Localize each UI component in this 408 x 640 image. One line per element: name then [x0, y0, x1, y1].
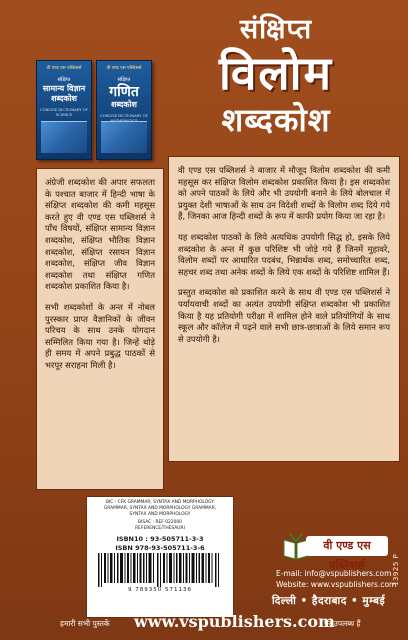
- publisher-logo-text: वी एण्ड एस पब्लिशर्स: [306, 536, 388, 556]
- book-english-title: CONCISE DICTIONARY OF SCIENCE: [40, 107, 88, 117]
- book-name: सामान्य विज्ञान: [42, 84, 86, 93]
- footer-prefix: हमारी सभी पुस्तकें: [60, 619, 110, 628]
- title-line-1: संक्षिप्त: [239, 14, 313, 45]
- series-paragraph-1: अंग्रेजी शब्दकोश की अपार सफलता के पश्चात बाजार में हिन्दी भाषा के संक्षिप्त शब्दकोश की कमी महसूस करते हुए वी एण्ड एस पब्लिशर्स ने पाँच विषयों, संक्षिप्त सामान्य विज्ञान शब्दकोश, संक्षिप्त भौतिक विज्ञान शब्दकोश, संक्षिप्त रसायन विज्ञान शब्दकोश, संक्षिप्त जीव विज्ञान शब्दकोश तथा संक्षिप्त गणित शब्दकोश प्रकाशित किया है।: [45, 177, 155, 292]
- book-cover-image: [101, 121, 147, 153]
- series-paragraph-2: सभी शब्दकोशों के अन्त में नोबल पुरस्कार प्राप्त वैज्ञानिकों के जीवन परिचय के साथ उनके योगदान सम्मिलित किया गया है। जिन्हें थोड़े ही समय में अपने प्रबुद्ध पाठकों से भरपूर सराहना मिली है।: [45, 301, 155, 370]
- book-subtitle: संक्षिप्त: [117, 77, 131, 83]
- barcode-panel: [86, 496, 234, 618]
- book-publisher: वी एण्ड एस पब्लिशर्स: [106, 66, 142, 71]
- title-line-3: शब्दकोश: [221, 101, 331, 139]
- bic-line-2: GRAMMAR, SYNTAX AND MORPHOLOGY GRAMMAR,: [103, 506, 217, 511]
- bic-line-3: SYNTAX AND MORPHOLOGY: [129, 512, 191, 517]
- book-name: गणित: [109, 84, 139, 100]
- bisac-line: BISAC : REF 022000: [138, 520, 182, 525]
- footer-suffix: पर उपलब्ध हैं: [324, 619, 361, 628]
- isbn-13: ISBN 978-93-505711-3-6: [115, 544, 205, 552]
- description-paragraph-2: यह शब्दकोश पाठकों के लिये अत्यधिक उपयोगी सिद्ध हो, इसके लिये शब्दकोश के अन्त में कुछ परिशिष्ट भी जोड़े गये हैं जिनमें मुहावरे, विलोम शब्दों पर आधारित पदबंध, भिन्नार्थक शब्द, समोच्चारित शब्द, सहचर शब्द तथा अनेक शब्दों के लिये एक शब्दों के परिशिष्ट शामिल हैं।: [178, 231, 390, 277]
- book-title: [150, 14, 402, 140]
- publisher-cities: दिल्ली • हैदराबाद • मुम्बई: [272, 595, 386, 607]
- book-publisher: वी एण्ड एस पब्लिशर्स: [46, 66, 82, 71]
- title-line-2: विलोम: [218, 46, 334, 100]
- description-paragraph-1: वी एण्ड एस पब्लिशर्स ने बाजार में मौजूद विलोम शब्दकोश की कमी महसूस कर संक्षिप्त विलोम शब्दकोश प्रकाशित किया है। इस शब्दकोश को अपने पाठकों के लिये और भी उपयोगी बनाने के लिये बोलचाल में प्रयुक्त देशी भाषाओं के साथ उन विदेशी शब्दों के विलोम शब्द दिये गये हैं, जिनका आज हिन्दी शब्दों के रूप में काफी प्रयोग किया जा रहा है।: [178, 165, 390, 222]
- footer: [0, 612, 408, 636]
- description-paragraph-3: प्रस्तुत शब्दकोश को प्रकाशित करने के साथ वी एण्ड एस पब्लिशर्स ने पर्यायवाची शब्दों का अत्यंत उपयोगी संक्षिप्त शब्दकोश भी प्रकाशित किया है यह प्रतियोगी परीक्षा में शामिल होने वाले प्रतियोगियों के साथ स्कूल और कॉलेज में पढ़ने वाले सभी छात्र-छात्राओं के लिये समान रूप से उपयोगी है।: [178, 287, 390, 344]
- book-thumbnail-maths[interactable]: [96, 60, 152, 160]
- publisher-logo[interactable]: [282, 532, 390, 572]
- footer-website-link[interactable]: www.vspublishers.com: [134, 612, 335, 631]
- book-thumbnail-science[interactable]: [36, 60, 92, 160]
- book-name-2: शब्दकोश: [50, 94, 77, 103]
- book-subtitle: संक्षिप्त: [57, 77, 71, 83]
- bic-line-1: BIC : CFK GRAMMAR, SYNTAX AND MORPHOLOGY: [105, 500, 215, 505]
- book-cover-image: [41, 121, 87, 153]
- email-link[interactable]: E-mail: info@vspublishers.com: [276, 569, 392, 578]
- barcode-icon: [96, 553, 224, 587]
- series-description-box: [36, 168, 164, 490]
- product-code: 13925 P: [392, 553, 400, 586]
- website-link[interactable]: Website: www.vspublishers.com: [276, 580, 397, 589]
- isbn-10: ISBN10 : 93-505711-3-3: [116, 535, 204, 543]
- contact-info: [276, 568, 400, 590]
- bisac-category: REFERENCE/THESAURI: [135, 526, 185, 531]
- book-description-box: [168, 156, 400, 462]
- barcode-digits: 9 789350 571136: [128, 587, 192, 593]
- book-english-title: CONCISE DICTIONARY OF: [100, 113, 148, 118]
- book-name-2: शब्दकोश: [110, 100, 137, 109]
